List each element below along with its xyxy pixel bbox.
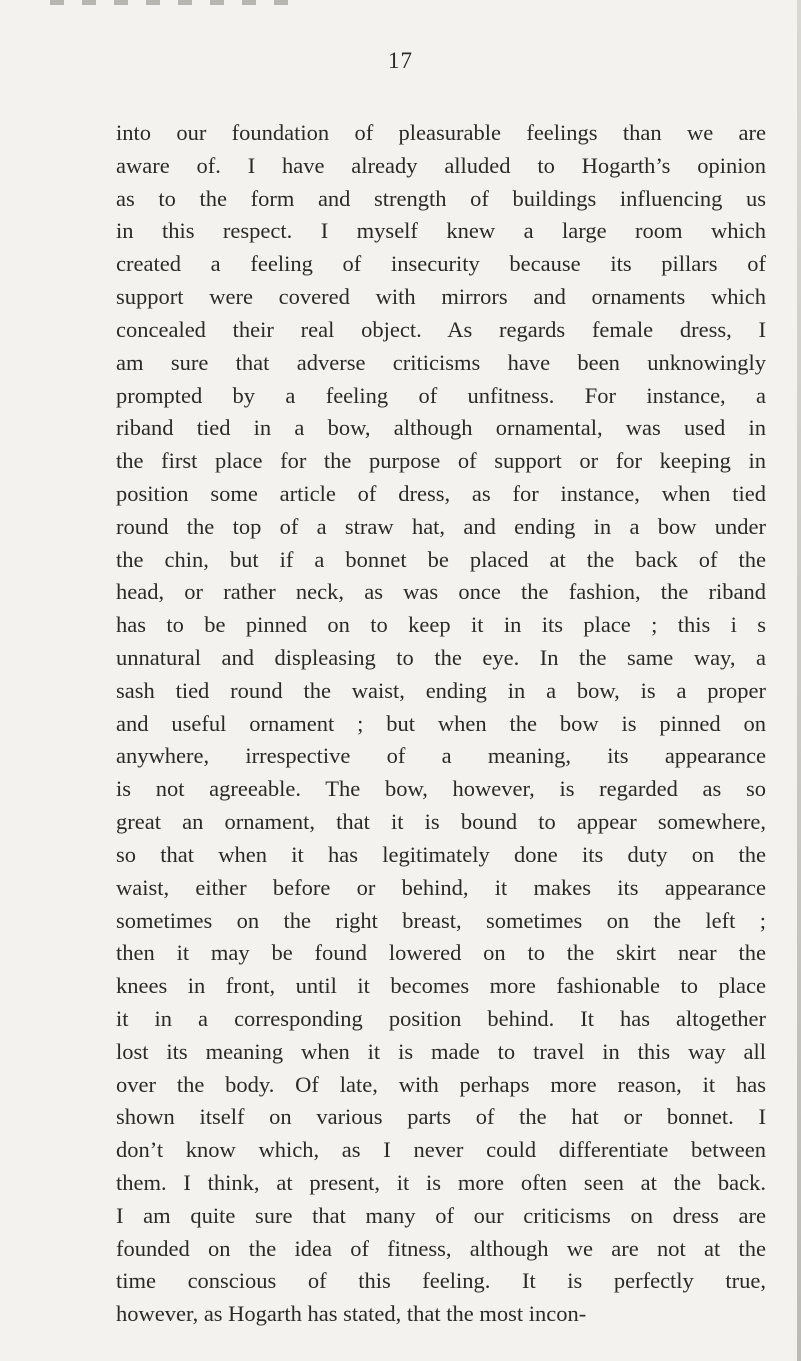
text-line: support were covered with mirrors and ornaments which [116, 284, 766, 310]
text-line: created a feeling of insecurity because its pillars of [116, 251, 766, 277]
text-line: concealed their real object. As regards female dress, I [116, 316, 766, 342]
text-line: waist, either before or behind, it makes its appearance [116, 874, 766, 900]
text-line: them. I think, at present, it is more often seen at the back. [116, 1170, 766, 1195]
text-line: anywhere, irrespective of a meaning, its appearance [116, 743, 766, 769]
text-line: it in a corresponding position behind. It has altogether [116, 1005, 766, 1031]
text-line: over the body. Of late, with perhaps more reason, it has [116, 1071, 766, 1097]
text-line: so that when it has legitimately done its duty on the [116, 841, 766, 867]
cropped-top-edge [50, 0, 300, 5]
text-line: however, as Hogarth has stated, that the most incon- [116, 1301, 587, 1327]
text-line: great an ornament, that it is bound to appear somewhere, [116, 809, 766, 835]
page-number: 17 [388, 48, 413, 73]
text-line: into our foundation of pleasurable feelings than we are [116, 120, 766, 145]
text-line: position some article of dress, as for instance, when tied [116, 480, 766, 506]
text-line: lost its meaning when it is made to travel in this way all [116, 1038, 766, 1064]
text-line: in this respect. I myself knew a large room which [116, 218, 766, 244]
text-line: aware of. I have already alluded to Hogarth’s opinion [116, 152, 766, 178]
text-line: shown itself on various parts of the hat or bonnet. I [116, 1104, 766, 1130]
text-line: then it may be found lowered on to the skirt near the [116, 940, 766, 966]
text-line: don’t know which, as I never could differentiate between [116, 1137, 766, 1163]
text-line: prompted by a feeling of unfitness. For instance, a [116, 382, 766, 408]
text-line: riband tied in a bow, although ornamental, was used in [116, 415, 766, 441]
text-line: sometimes on the right breast, sometimes on the left ; [116, 907, 766, 933]
text-line: round the top of a straw hat, and ending in a bow under [116, 513, 766, 539]
text-line: time conscious of this feeling. It is perfectly true, [116, 1268, 766, 1294]
text-line: I am quite sure that many of our criticisms on dress are [116, 1202, 766, 1228]
text-line: head, or rather neck, as was once the fashion, the riband [116, 579, 766, 605]
text-line: and useful ornament ; but when the bow is pinned on [116, 710, 766, 736]
text-line: unnatural and displeasing to the eye. In the same way, a [116, 645, 766, 670]
text-line: is not agreeable. The bow, however, is regarded as so [116, 776, 766, 802]
text-line: founded on the idea of fitness, although we are not at the [116, 1235, 766, 1261]
text-line: the chin, but if a bonnet be placed at the back of the [116, 546, 766, 572]
page-right-edge [797, 0, 801, 1361]
body-paragraph [116, 117, 766, 1331]
text-line: knees in front, until it becomes more fashionable to place [116, 973, 766, 999]
text-line: as to the form and strength of buildings influencing us [116, 185, 766, 211]
text-line: has to be pinned on to keep it in its place ; this i s [116, 612, 766, 638]
text-line: am sure that adverse criticisms have been unknowingly [116, 349, 766, 375]
text-line: sash tied round the waist, ending in a bow, is a proper [116, 677, 766, 703]
text-line: the first place for the purpose of support or for keeping in [116, 448, 766, 474]
